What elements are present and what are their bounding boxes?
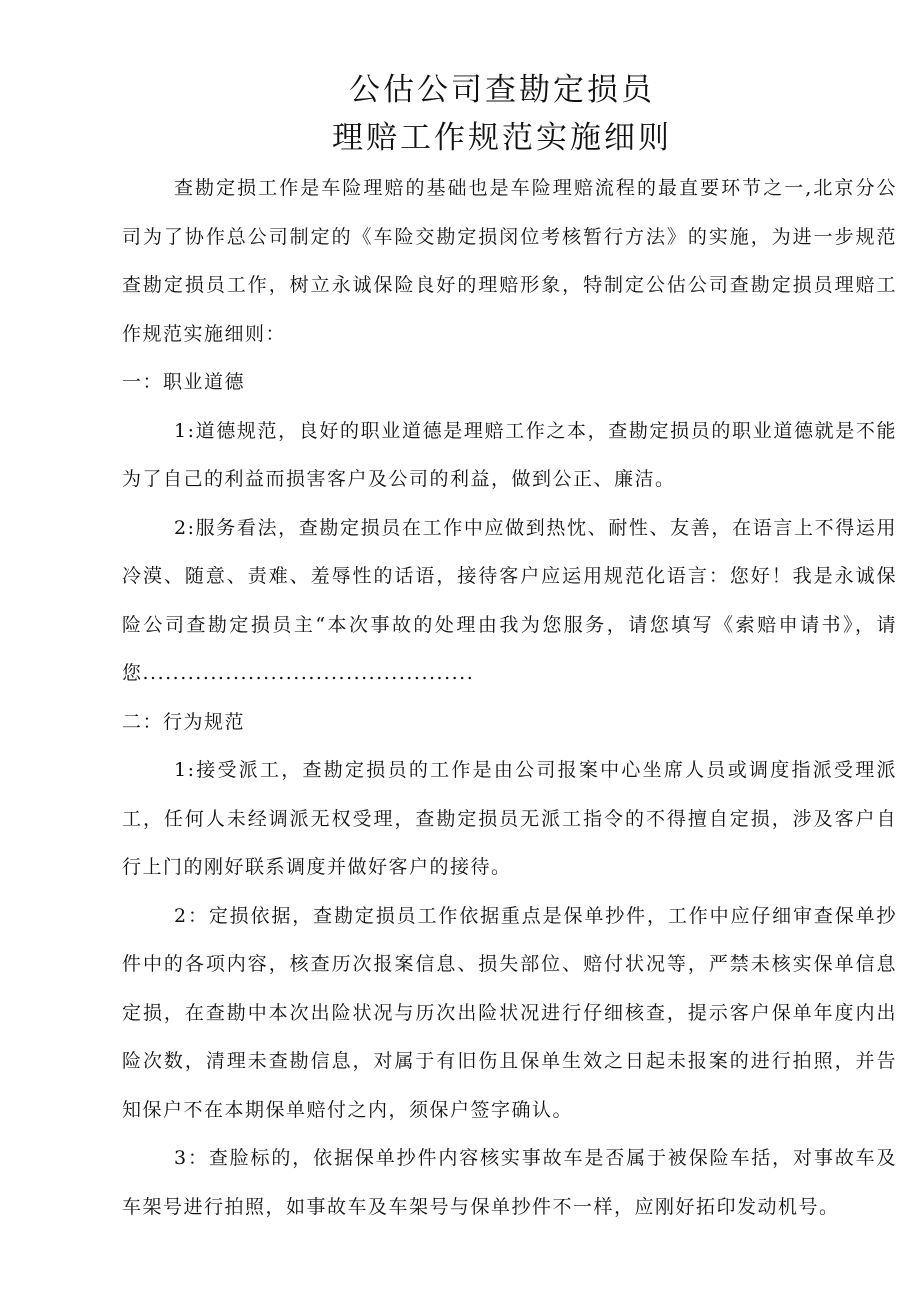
document-title-line-2: 理赔工作规范实施细则 bbox=[332, 120, 672, 156]
conduct-item-2: 2：定损依据，查勘定损员工作依据重点是保单抄件，工作中应仔细审查保单抄件中的各项内容，核查历次报案信息、损失部位、赔付状况等，严禁未核实保单信息定损，在查勘中本次出险状况与历次出险状况进行仔细核查，提示客户保单年度内出险次数，清理未查勘信息，对属于有旧伤且保单生效之日起未报案的进行拍照，并告知保户不在本期保单赔付之内，须保户签字确认。 bbox=[122, 904, 897, 1121]
intro-paragraph: 查勘定损工作是车险理赔的基础也是车险理赔流程的最直要环节之一,北京分公司为了协作总公司制定的《车险交勘定损闵位考核暂行方法》的实施，为进一步规范查勘定损员工作，树立永诚保险良好的理赔形象，特制定公估公司查勘定损员理赔工作规范实施细则： bbox=[122, 177, 897, 345]
conduct-item-3: 3：查脸标的，依据保单抄件内容核实事故车是否属于被保险车括，对事故车及车架号进行拍照，如事故车及车架号与保单抄件不一样，应刚好拓印发动机号。 bbox=[122, 1147, 897, 1218]
ethics-item-1: 1:道德规范，良好的职业道德是理赔工作之本，查勘定损员的职业道德就是不能为了自己的利益而损害客户及公司的利益，做到公正、廉洁。 bbox=[122, 419, 897, 490]
section-heading-ethics: 一：职业道德 bbox=[122, 371, 246, 393]
document-title-line-1: 公估公司查勘定损员 bbox=[349, 72, 655, 108]
ethics-item-2: 2:服务看法，查勘定损员在工作中应做到热忱、耐性、友善，在语言上不得运用冷漠、随意、责难、羞辱性的话语，接待客户应运用规范化语言：您好！我是永诚保险公司查勘定损员主“本次事故的处理由我为您服务，请您填写《索赔申请书》，请您............................................ bbox=[122, 516, 897, 684]
section-heading-conduct: 二：行为规范 bbox=[122, 710, 246, 733]
conduct-item-1: 1:接受派工，查勘定损员的工作是由公司报案中心坐席人员或调度指派受理派工，任何人未经调派无权受理，查勘定损员无派工指令的不得擅自定损，涉及客户自行上门的刚好联系调度并做好客户的接待。 bbox=[122, 759, 897, 878]
